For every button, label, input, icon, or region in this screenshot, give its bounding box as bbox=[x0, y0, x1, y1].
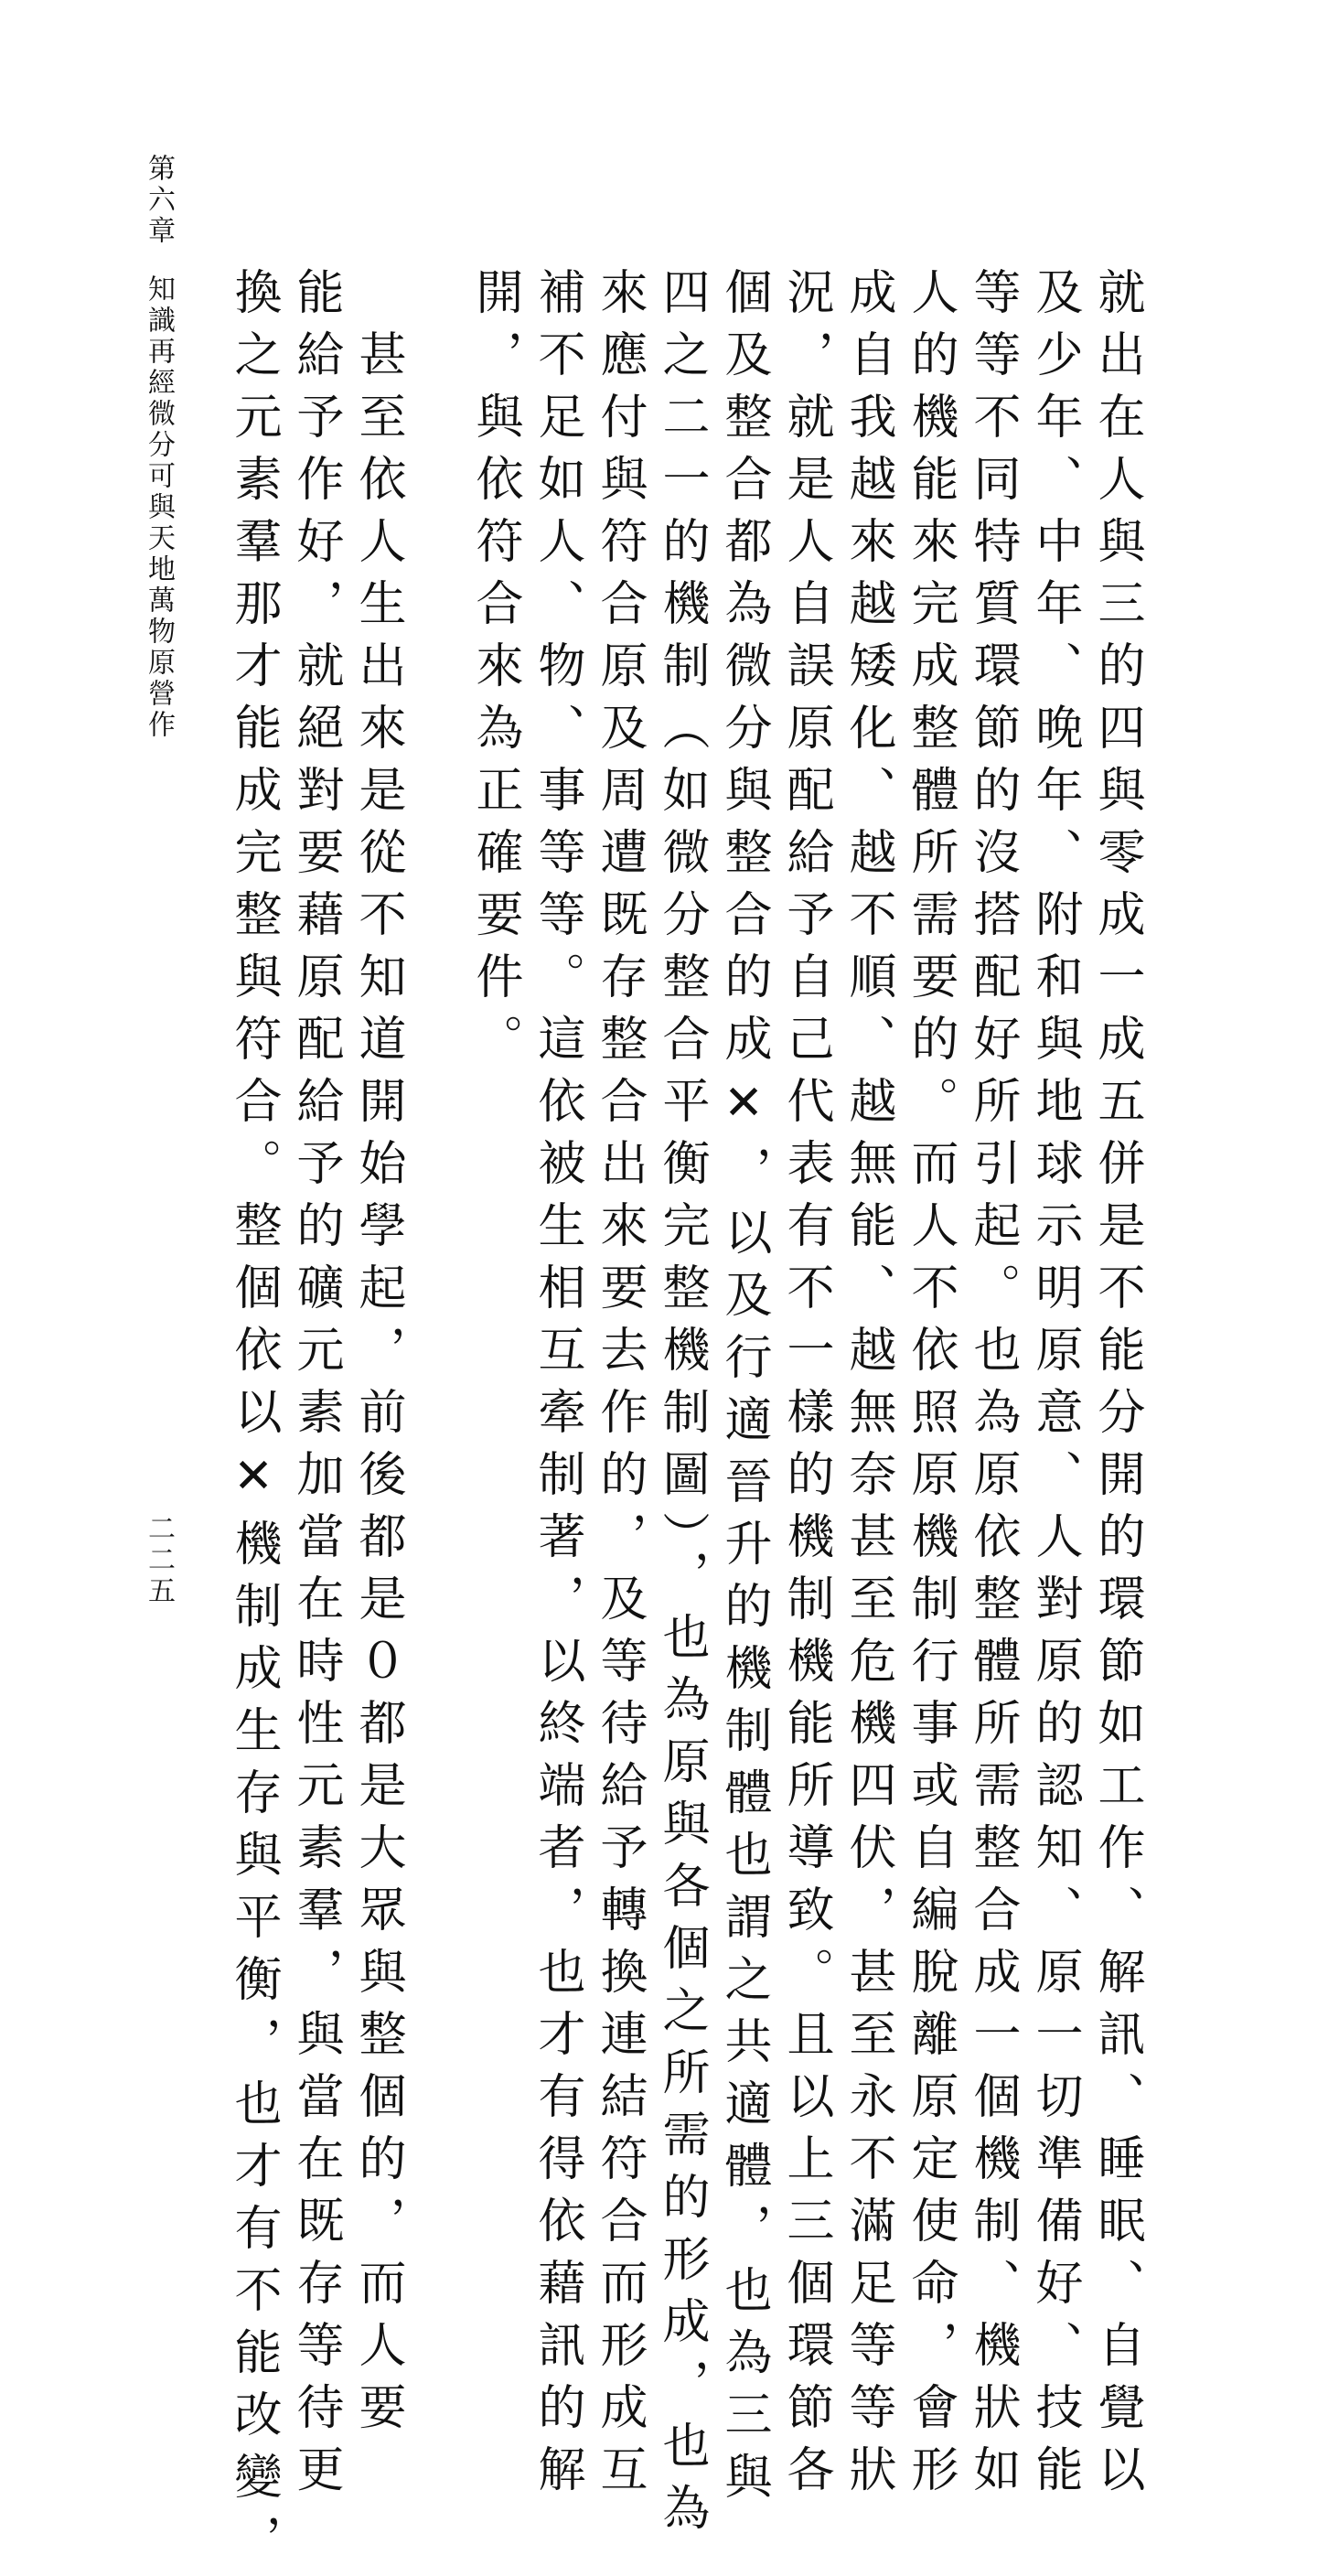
text-column: 來應付與符合原及周遭既存整合出來要去作的，及等待給予轉換連結符合而形成互 bbox=[592, 267, 647, 2506]
text-column: 開，與依符合來為正確要件。 bbox=[467, 267, 522, 1076]
text-column: 就出在人與三的四與零成一成五併是不能分開的環節如工作、解訊、睡眠、自覺以 bbox=[1089, 267, 1144, 2506]
running-head-title: 知識再經微分可與天地萬物原營作 bbox=[143, 274, 175, 741]
text-column: 換之元素羣那才能成完整與符合。整個依以✕機制成生存與平衡，也才有不能改變， bbox=[226, 267, 281, 2576]
text-column: 四之二一的機制（如微分整合平衡完整機制圖），也為原與各個之所需的形成，也為 bbox=[654, 267, 709, 2545]
text-column: 補不足如人、物、事等等。這依被生相互牽制著，以終端者，也才有得依藉訊的解 bbox=[530, 267, 584, 2506]
text-column: 甚至依人生出來是從不知道開始學起，前後都是０都是大眾與整個的，而人要 bbox=[350, 267, 405, 2444]
page-number: 二二五 bbox=[143, 1514, 175, 1607]
text-column: 及少年、中年、晚年、附和與地球示明原意、人對原的認知、原一切準備好、技能 bbox=[1027, 267, 1082, 2506]
text-column: 能給予作好，就絕對要藉原配給予的礦元素加當在時性元素羣，與當在既存等待更 bbox=[288, 267, 343, 2506]
text-column: 等等不同特質環節的沒搭配好所引起。也為原依整體所需整合成一個機制、機狀如 bbox=[965, 267, 1020, 2506]
text-column: 成自我越來越矮化、越不順、越無能、越無奈甚至危機四伏，甚至永不滿足等等狀 bbox=[841, 267, 895, 2506]
text-column: 人的機能來完成整體所需要的。而人不依照原機制行事或自編脫離原定使命，會形 bbox=[903, 267, 958, 2506]
running-head-chapter: 第六章 bbox=[143, 154, 175, 247]
text-column: 況，就是人自誤原配給予自己代表有不一樣的機制機能所導致。且以上三個環節各 bbox=[778, 267, 833, 2506]
text-column: 個及整合都為微分與整合的成✕，以及行適晉升的機制體也謂之共適體，也為三與 bbox=[716, 267, 771, 2514]
